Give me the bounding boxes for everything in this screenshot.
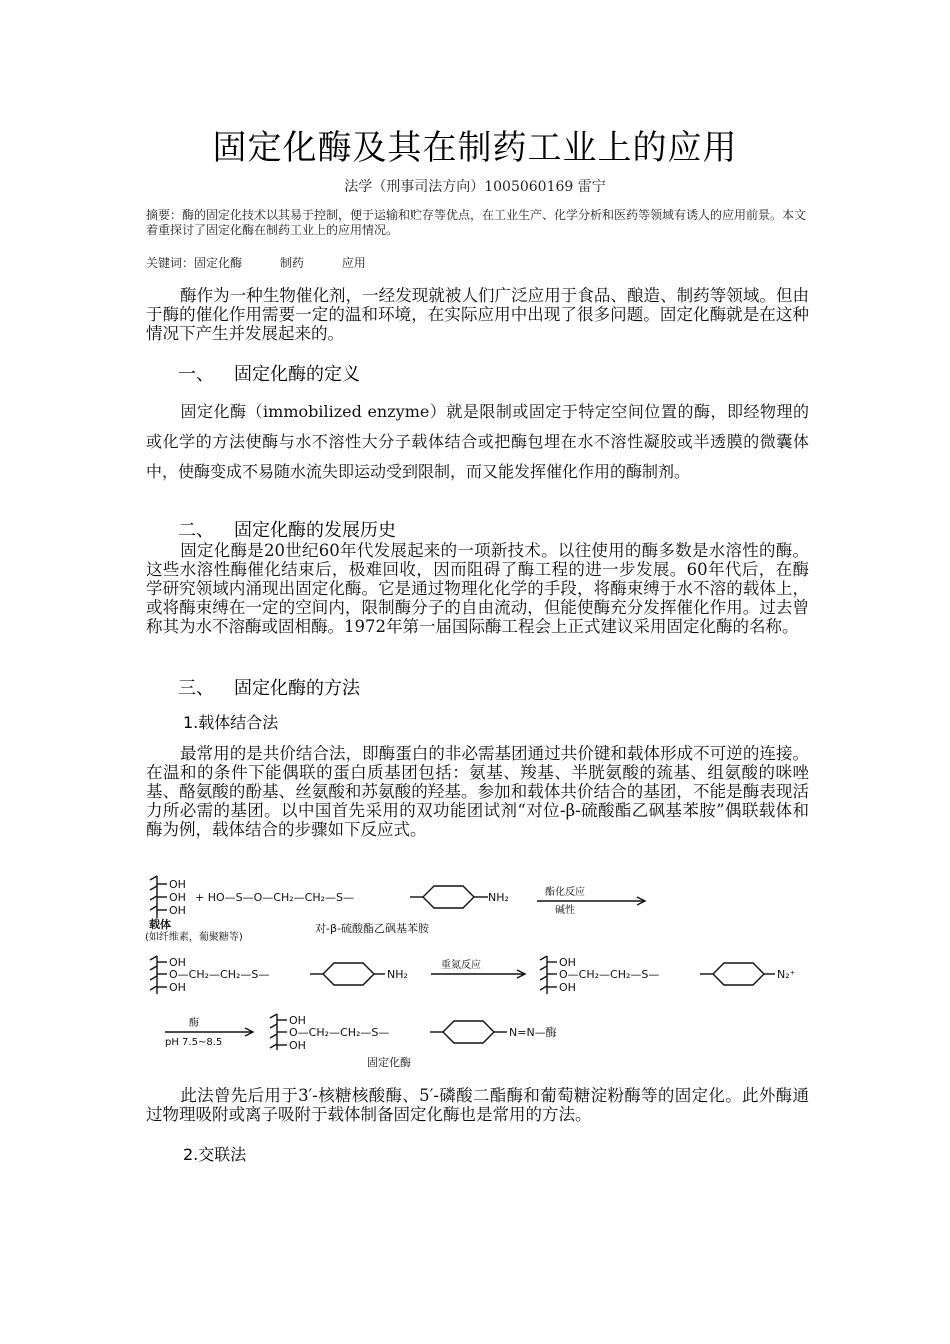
definition-paragraph: 固定化酶（immobilized enzyme）就是限制或固定于特定空间位置的酶，即经物理的或化学的方法使酶与水不溶性大分子载体结合或把酶包埋在水不溶性凝胶或半透膜的微囊体中，使酶变成不易随水流失即运动受到限制，而又能发挥催化作用的酶制剂。 <box>146 402 809 481</box>
reaction-scheme <box>145 870 815 1070</box>
scheme-arrow-3-bottom: pH 7.5~8.5 <box>165 1037 223 1048</box>
scheme-arrow-1-top: 酯化反应 <box>545 887 585 898</box>
history-paragraph: 固定化酶是20世纪60年代发展起来的一项新技术。以往使用的酶多数是水溶性的酶。这些水溶性酶催化结束后，极难回收，因而阻碍了酶工程的进一步发展。60年代后，在酶学研究领域内涌现出固定化酶。它是通过物理化化学的手段，将酶束缚于水不溶的载体上，或将酶束缚在一定的空间内，限制酶分子的自由流动，但能使酶充分发挥催化作用。过去曾称其为水不溶酶或固相酶。1972年第一届国际酶工程会上正式建议采用固定化酶的名称。 <box>146 541 809 636</box>
scheme-arrow-1-bottom: 碱性 <box>555 905 575 916</box>
scheme-product-label: 固定化酶 <box>367 1056 411 1069</box>
scheme-nh2: NH₂ <box>488 891 509 904</box>
scheme-chain-3: O—CH₂—CH₂—S— <box>559 968 660 981</box>
abstract: 摘要：酶的固定化技术以其易于控制，便于运输和贮存等优点，在工业生产、化学分析和医药等领域有诱人的应用前景。本文着重探讨了固定化酶在制药工业上的应用情况。 <box>146 208 807 237</box>
scheme-chain-4: O—CH₂—CH₂—S— <box>289 1026 390 1039</box>
subsection-heading-2: 2.交联法 <box>183 1145 247 1164</box>
scheme-n2: N₂⁺ <box>777 968 796 981</box>
subsection-heading-1: 1.载体结合法 <box>183 713 279 732</box>
scheme-oh-3: OH <box>169 904 186 917</box>
scheme-oh-7: OH <box>559 981 576 994</box>
scheme-azo: N=N—酶 <box>509 1026 557 1039</box>
author-line: 法学（刑事司法方向）1005060169 雷宁 <box>344 179 606 195</box>
section-heading-2: 二、 固定化酶的发展历史 <box>178 520 396 541</box>
keywords <box>146 254 400 271</box>
scheme-nh2-2: NH₂ <box>387 968 408 981</box>
scheme-oh-8: OH <box>289 1014 306 1027</box>
scheme-chain-2: O—CH₂—CH₂—S— <box>169 968 270 981</box>
scheme-oh-4: OH <box>169 956 186 969</box>
scheme-carrier-label: 载体 <box>149 918 171 931</box>
scheme-arrow-2-label: 重氮反应 <box>441 960 481 971</box>
page-title: 固定化酶及其在制药工业上的应用 <box>212 128 738 168</box>
scheme-arrow-3-top: 酶 <box>189 1018 199 1029</box>
scheme-oh-5: OH <box>169 981 186 994</box>
keyword-1: 关键词：固定化酶 <box>146 256 243 270</box>
scheme-reagent-label: 对-β-硫酸酯乙砜基苯胺 <box>315 922 429 935</box>
scheme-reagent-chain: + HO—S—O—CH₂—CH₂—S— <box>195 891 354 904</box>
carrier-paragraph: 最常用的是共价结合法，即酶蛋白的非必需基团通过共价键和载体形成不可逆的连接。在温和的条件下能偶联的蛋白质基团包括：氨基、羧基、半胱氨酸的巯基、组氨酸的咪唑基、酪氨酸的酚基、丝氨酸和苏氨酸的羟基。参加和载体共价结合的基团，不能是酶表现活力所必需的基团。以中国首先采用的双功能团试剂“对位-β-硫酸酯乙砜基苯胺”偶联载体和酶为例，载体结合的步骤如下反应式。 <box>146 744 809 839</box>
scheme-oh-1: OH <box>169 878 186 891</box>
after-scheme-paragraph: 此法曾先后用于3′-核糖核酸酶、5′-磷酸二酯酶和葡萄糖淀粉酶等的固定化。此外酶通过物理吸附或离子吸附于载体制备固定化酶也是常用的方法。 <box>146 1086 809 1124</box>
intro-paragraph: 酶作为一种生物催化剂，一经发现就被人们广泛应用于食品、酿造、制药等领域。但由于酶的催化作用需要一定的温和环境，在实际应用中出现了很多问题。固定化酶就是在这种情况下产生并发展起来的。 <box>146 286 809 343</box>
scheme-carrier-note: (如纤维素，葡聚糖等) <box>145 932 243 943</box>
section-heading-3: 三、 固定化酶的方法 <box>178 678 360 699</box>
scheme-oh-2: OH <box>169 891 186 904</box>
section-heading-1: 一、 固定化酶的定义 <box>178 364 360 385</box>
keyword-3: 应用 <box>341 256 366 270</box>
scheme-oh-9: OH <box>289 1039 306 1052</box>
keyword-2: 制药 <box>279 256 304 270</box>
scheme-oh-6: OH <box>559 956 576 969</box>
